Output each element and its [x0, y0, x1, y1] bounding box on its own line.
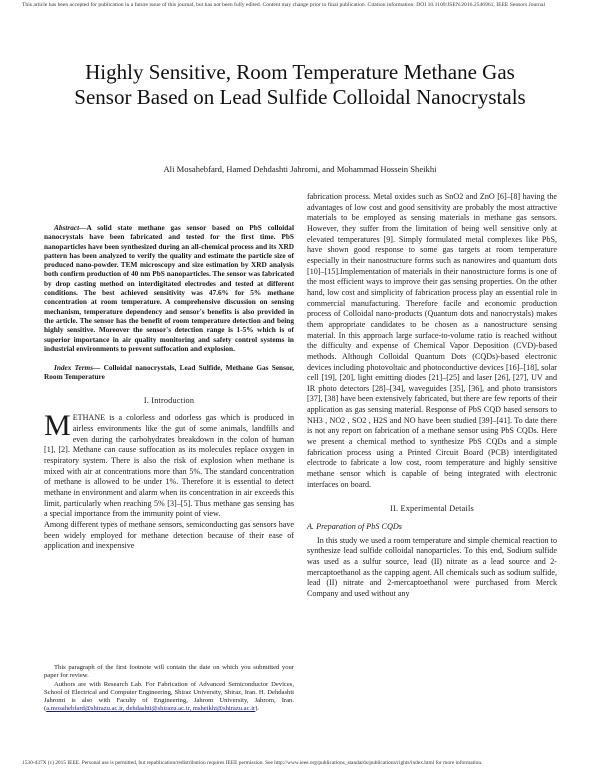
abstract-lead: Abstract	[54, 223, 80, 232]
drop-cap: M	[44, 409, 71, 443]
experimental-paragraph-1: In this study we used a room temperature and simple chemical reaction to synthesize lead sulfide colloidal nanoparticles. To this end, Sodium sulfide was used as a sulfur source, lead (II) nitrate as a lead source and 2-mercaptoethanol as the capping agent. All chemicals such as sodium sulfide, lead (II) nitrate and 2-mercaptoethanol were purchased from Merck Company and used without any	[307, 535, 557, 598]
footnote	[44, 664, 294, 714]
footnote-tail: ).	[255, 705, 260, 713]
right-column	[307, 192, 557, 600]
section-heading-experimental: II. Experimental Details	[390, 504, 474, 514]
intro-paragraph-3: fabrication process. Metal oxides such as SnO2 and ZnO [6]–[8] having the advantages of low cost and good sensitivity are probably the most attractive materials to be employed as sensing materials in methane gas sensors. However, they suffer from the limitation of being well sensitive only at elevated temperatures [9]. Simply formulated metal complexes like PbS, have shown good response to some gas targets at room temperature especially in their nanostructure forms such as nanowires and quantum dots [10]–[15].Implementation of materials in their nanostructure forms is one of the most efficient ways to improve their gas sensing properties. On the other hand, low cost and simplicity of fabrication process play an essential role in commercial manufacturing. Therefore facile and economic production process of Colloidal nano-products (Quantum dots and nanocrystals) makes them appropriate candidates to be chosen as a nanostructure sensing material. In this approach large surface-to-volume ratio is reached without the difficulty and expense of Chemical Vapor Deposition (CVD)-based methods. Although Colloidal Quantum Dots (CQDs)-based electronic devices including photovoltaic and photoconductive devices [16]–[18], solar cell [19], [20], light emitting diodes [21]–[25] and laser [26], [27], UV and IR photo detectors [28]–[34], waveguides [35], [36], and photo transistors [37], [38] have been extensively fabricated, but there are few reports of their application as gas sensing material. Response of PbS CQD based sensors to NH3 , NO2 , SO2 , H2S and NO have been studied [39]–[41]. To date there is not any report on fabrication of a methane sensor using PbS CQDs. Here we present a chemical method to synthesize PbS CQDs and a simple fabrication process using a Printed Circuit Board (PCB) interdigitated electrode to fabricate a low cost, room temperature and highly sensitive methane sensor which is capable of being integrated with electronic interfaces on board.	[307, 192, 557, 489]
intro-paragraph-1-text: ETHANE is a colorless and odorless gas which is produced in airless environments like the gut of some animals, landfills and even during the carbohydrates breakdown in the colon of human [1], [2]. Methane can cause suffocation as its molecules replace oxygen in respiratory system. There is also the risk of explosion when methane is mixed with air at concentrations more than 5%. The standard concentration of methane is allowed to be under 1%. Therefore it is essential to detect methane in environment and alarm when its concentration in air exceeds this limit, particularly when reaching 5% [3]–[5]. Thus methane gas sensing has a special importance from the immunity point of view.	[44, 413, 294, 519]
paper-title: Highly Sensitive, Room Temperature Methane Gas Sensor Based on Lead Sulfide Colloidal Nanocrystals	[74, 60, 526, 109]
author-list: Ali Mosahebfard, Hamed Dehdashti Jahromi, and Mohammad Hossein Sheikhi	[163, 164, 437, 174]
footnote-line-1: This paragraph of the first footnote will contain the date on which you submitted your paper for review.	[44, 664, 294, 680]
subsection-heading-preparation: A. Preparation of PbS CQDs	[307, 522, 402, 532]
footnote-affiliation: Authors are with Research Lab. For Fabrication of Advanced Semiconductor Devices, School of Electrical and Computer Engineering, Shiraz University, Shiraz, Iran. H. Dehdashti Jahromi is also with Faculty of Engineering, Jahrom University, Jahrom, Iran. (	[44, 680, 294, 713]
intro-paragraph-2: Among different types of methane sensors, semiconducting gas sensors have been widely employed for methane detection because of their ease of application and inexpensive	[44, 519, 294, 551]
footnote-line-2	[44, 681, 294, 714]
header-note: This article has been accepted for publication in a future issue of this journal, but has not been fully edited. Content may change prior to final publication. Citation information: DOI 10.1109/JSEN.2016.2546961, IEEE Sensors Journal	[22, 2, 546, 8]
author-emails-link[interactable]: a.mosahebfard@shirazu.ac.ir, dehdashti@shirazu.ac.ir, msheikhi@shirazu.ac.ir	[46, 705, 256, 713]
abstract-text: —A solid state methane gas sensor based on PbS colloidal nanocrystals have been fabricated and tested for the first time. PbS nanoparticles have been synthesized during an all-chemical process and its XRD pattern has been analyzed to verify the quality and estimate the particle size of produced nano-powder. TEM microscopy and size estimation by XRD analysis both confirm production of 40 nm PbS nanoparticles. The sensor was fabricated by drop casting method on interdigitated electrodes and tested at different conditions. The best achieved sensitivity was 47.6% for 5% methane concentration at room temperature. A comprehensive discussion on sensing mechanism, temperature dependency and sensor's benefits is also provided in the article. The sensor has the benefit of room temperature detection and being highly sensitive. Moreover the sensor's detection range is 1-5% which is of superior importance in air quality monitoring and safety control systems in industrial environments to prevent suffocation and explosion.	[44, 223, 294, 353]
copyright-note: 1530-437X (c) 2015 IEEE. Personal use is permitted, but republication/redistribution requires IEEE permission. See http://www.ieee.org/publications_standards/publications/rights/index.html for more information.	[22, 760, 483, 766]
intro-paragraph-1	[44, 409, 294, 520]
left-column	[44, 192, 294, 552]
index-terms	[44, 363, 294, 382]
index-terms-lead: Index Terms	[54, 363, 94, 373]
section-heading-introduction: I. Introduction	[143, 395, 195, 405]
index-terms-text: — Colloidal nanocrystals, Lead Sulfide, Methane Gas Sensor, Room Temperature	[44, 363, 294, 382]
abstract	[44, 223, 294, 353]
